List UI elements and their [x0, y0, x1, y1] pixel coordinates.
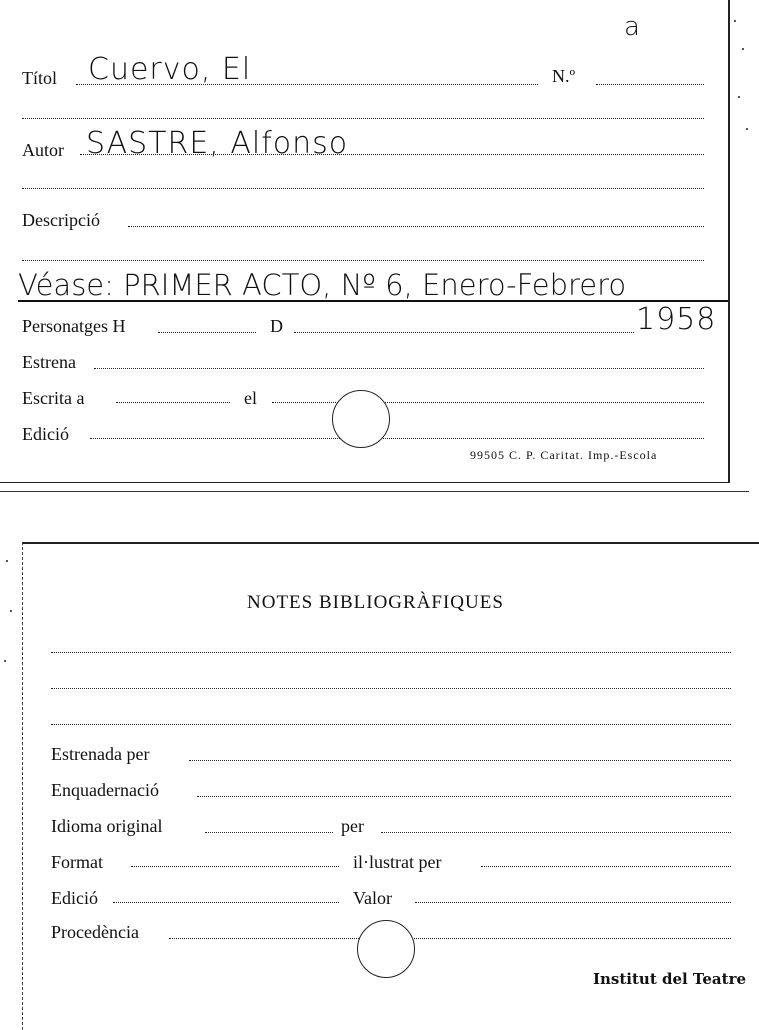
- numero-field-line: [596, 84, 704, 85]
- autor-value: SASTRE, Alfonso: [86, 126, 349, 161]
- scan-speck: [734, 20, 736, 22]
- escrita-label: Escrita a: [22, 388, 85, 408]
- year-note: 1958: [636, 302, 717, 337]
- personatges-label: Personatges H: [22, 316, 126, 336]
- idioma-label: Idioma original: [51, 816, 163, 836]
- catalog-card-front: [0, 0, 730, 483]
- scan-speck: [4, 660, 6, 662]
- enquadernacio-field-line: [197, 796, 731, 797]
- scan-speck: [746, 128, 748, 130]
- notes-line-1: [51, 652, 731, 653]
- estrenada-label: Estrenada per: [51, 744, 150, 764]
- per-field-line: [381, 832, 731, 833]
- estrenada-field-line: [189, 760, 731, 761]
- titol-extra-line: [22, 118, 704, 119]
- personatges-d-label: D: [270, 316, 283, 336]
- el-label: el: [244, 388, 257, 408]
- titol-value: Cuervo, El: [88, 52, 252, 87]
- edicio-field-line: [90, 438, 704, 439]
- scan-speck: [10, 610, 12, 612]
- institution-name: Institut del Teatre: [593, 970, 747, 988]
- vease-note: Véase: PRIMER ACTO, Nº 6, Enero-Febrero: [18, 268, 627, 302]
- numero-label: N.º: [552, 66, 576, 86]
- edicio-label: Edició: [22, 424, 69, 444]
- personatges-h-line: [158, 332, 256, 333]
- notes-line-3: [51, 724, 731, 725]
- vease-underline: [18, 300, 728, 302]
- back-edicio-label: Edició: [51, 888, 98, 908]
- format-label: Format: [51, 852, 103, 872]
- descripcio-extra-line: [22, 260, 704, 261]
- procedencia-field-line: [169, 938, 731, 939]
- autor-label: Autor: [22, 140, 64, 160]
- notes-line-2: [51, 688, 731, 689]
- printer-imprint: 99505 C. P. Caritat. Imp.-Escola: [470, 448, 658, 462]
- card-separator: [0, 491, 749, 492]
- punch-hole: [332, 390, 390, 448]
- enquadernacio-label: Enquadernació: [51, 780, 159, 800]
- format-field-line: [131, 866, 339, 867]
- per-label: per: [341, 816, 364, 836]
- descripcio-label: Descripció: [22, 210, 100, 230]
- titol-label: Títol: [22, 68, 57, 88]
- procedencia-label: Procedència: [51, 922, 139, 942]
- escrita-field-line: [116, 402, 230, 403]
- catalog-card-back: [22, 542, 759, 1030]
- notes-title: NOTES BIBLIOGRÀFIQUES: [247, 592, 504, 613]
- corner-mark: a: [624, 12, 641, 42]
- estrena-label: Estrena: [22, 352, 76, 372]
- illustrat-field-line: [481, 866, 731, 867]
- scan-speck: [742, 48, 744, 50]
- idioma-field-line: [205, 832, 333, 833]
- estrena-field-line: [94, 368, 704, 369]
- descripcio-field-line: [128, 226, 704, 227]
- autor-extra-line: [22, 188, 704, 189]
- back-punch-hole: [357, 920, 415, 978]
- personatges-d-line: [294, 332, 634, 333]
- back-edicio-field-line: [113, 902, 339, 903]
- valor-field-line: [415, 902, 731, 903]
- scan-speck: [6, 560, 8, 562]
- illustrat-label: il·lustrat per: [353, 852, 442, 872]
- valor-label: Valor: [353, 888, 392, 908]
- scan-speck: [738, 96, 740, 98]
